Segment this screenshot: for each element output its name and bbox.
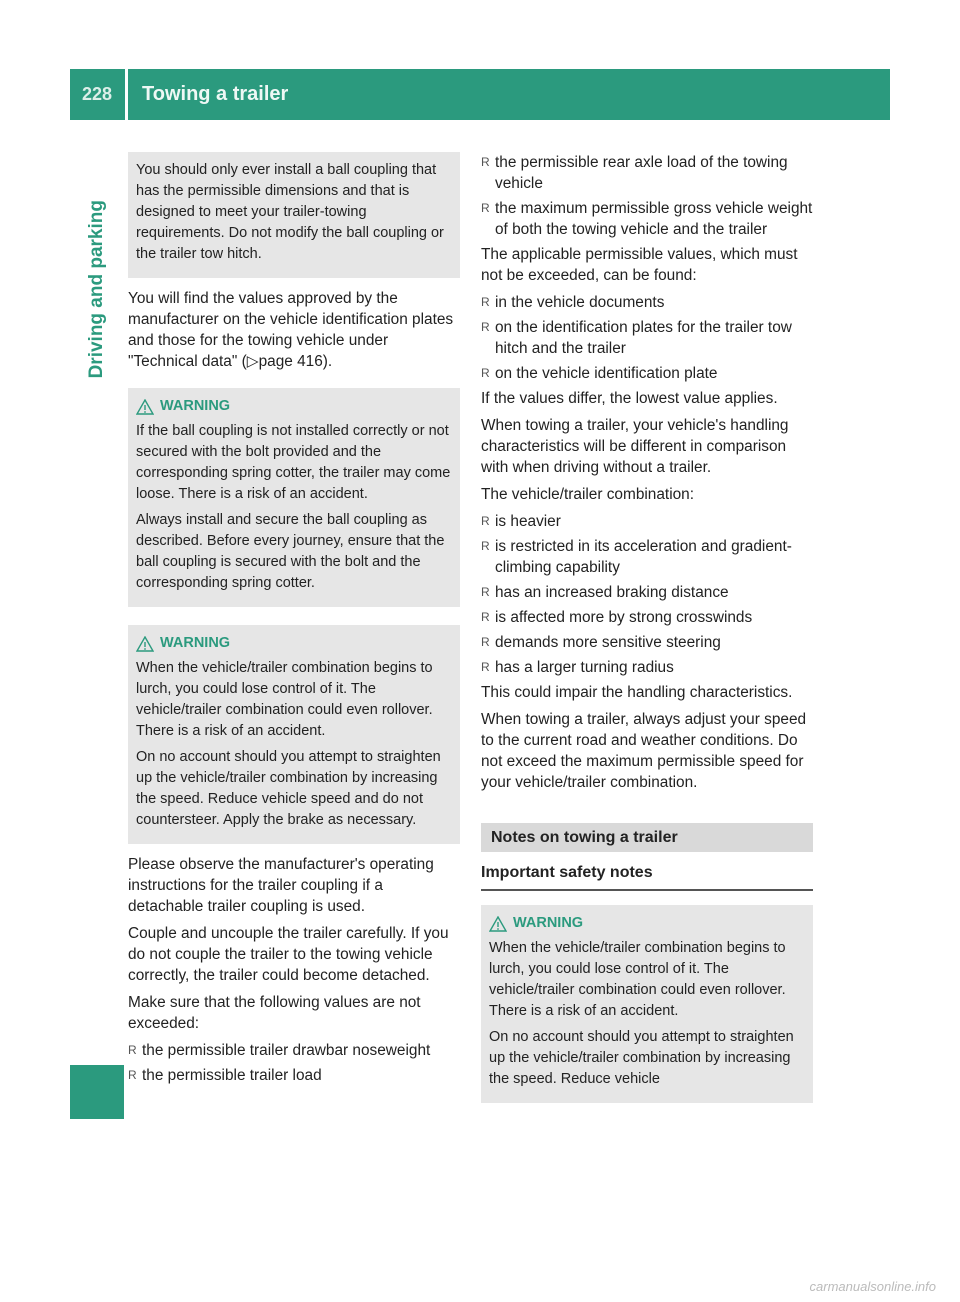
bullet-icon: R: [481, 366, 490, 380]
list-item: [481, 657, 813, 678]
speed-paragraph: When towing a trailer, always adjust your speed to the current road and weather conditions. Do not exceed the maximum permissible speed for your vehicle/trailer combination.: [481, 711, 807, 791]
warning-box-1: [128, 388, 460, 607]
applicable-values-paragraph: The applicable permissible values, which must not be exceeded, can be found:: [481, 246, 798, 284]
bullet-icon: R: [481, 155, 490, 169]
list-item: [481, 317, 813, 359]
list-item: [481, 292, 813, 313]
bullet-icon: R: [128, 1068, 137, 1082]
list-item: [481, 511, 813, 532]
right-column: [481, 152, 813, 1113]
handling-paragraph: When towing a trailer, your vehicle's handling characteristics will be different in comparison with when driving without a trailer.: [481, 417, 789, 476]
list-item-text: on the vehicle identification plate: [495, 365, 718, 382]
list-item: [128, 1065, 460, 1086]
list-item-text: demands more sensitive steering: [495, 634, 721, 651]
page-title: Towing a trailer: [142, 83, 289, 105]
side-tab-marker: [70, 1065, 124, 1119]
list-item-text: in the vehicle documents: [495, 294, 665, 311]
warning-title-2: WARNING: [160, 635, 231, 651]
bullet-icon: R: [481, 539, 490, 553]
warning-title-3: WARNING: [513, 915, 584, 931]
list-item-text: the permissible trailer load: [142, 1067, 322, 1084]
right-bullet-list-2: [481, 292, 813, 384]
handling-impair-paragraph: This could impair the handling characteristics.: [481, 684, 793, 701]
intro-note-text: You should only ever install a ball coupling that has the permissible dimensions and that is designed to meet your trailer-towing requirements. Do not modify the ball coupling or the trailer tow hitch.: [136, 162, 444, 262]
list-item-text: the permissible rear axle load of the towing vehicle: [495, 154, 788, 192]
values-paragraph: [128, 288, 460, 372]
bullet-icon: R: [481, 635, 490, 649]
list-item-text: has a larger turning radius: [495, 659, 674, 676]
intro-note-box: [128, 152, 460, 278]
bullet-icon: R: [481, 660, 490, 674]
list-item-text: is restricted in its acceleration and gradient-climbing capability: [495, 538, 792, 576]
values-text-before: You will find the values approved by the manufacturer on the vehicle identification plates and those for the towing vehicle under "Technical data" (: [128, 290, 454, 370]
list-item-text: the permissible trailer drawbar noseweight: [142, 1042, 431, 1059]
list-item-text: has an increased braking distance: [495, 584, 729, 601]
warning-3-text-1: When the vehicle/trailer combination begins to lurch, you could lose control of it. The vehicle/trailer combination could even rollover. There is a risk of an accident.: [489, 940, 786, 1019]
warning-1-text-1: If the ball coupling is not installed correctly or not secured with the bolt provided and the corresponding spring cotter, the trailer may come loose. There is a risk of an accident.: [136, 423, 451, 502]
right-bullet-list-1: [481, 152, 813, 240]
warning-1-text-2: Always install and secure the ball coupling as described. Before every journey, ensure that the ball coupling is secured with the bolt and the corresponding spring cotter.: [136, 512, 445, 591]
right-bullet-list-3: [481, 511, 813, 678]
list-item-text: is heavier: [495, 513, 561, 530]
lowest-value-paragraph: If the values differ, the lowest value applies.: [481, 390, 778, 407]
list-item: [481, 582, 813, 603]
warning-2-text-1: When the vehicle/trailer combination begins to lurch, you could lose control of it. The vehicle/trailer combination could even rollover. There is a risk of an accident.: [136, 660, 433, 739]
section-title: Notes on towing a trailer: [481, 823, 813, 852]
warning-box-3: [481, 905, 813, 1103]
warning-triangle-icon: [136, 399, 154, 415]
list-item: [481, 607, 813, 628]
list-item: [481, 632, 813, 653]
warning-triangle-icon: [136, 636, 154, 652]
list-item: [128, 1040, 460, 1061]
page-ref-arrow-icon: ▷: [246, 353, 259, 370]
warning-3-text-2: On no account should you attempt to straighten up the vehicle/trailer combination by increasing the speed. Reduce vehicle: [489, 1029, 794, 1087]
bullet-icon: R: [128, 1043, 137, 1057]
page-number: 228: [81, 84, 113, 104]
warning-title-1: WARNING: [160, 398, 231, 414]
subsection-title: Important safety notes: [481, 862, 813, 891]
bullet-icon: R: [481, 585, 490, 599]
couple-paragraph: Couple and uncouple the trailer carefully. If you do not couple the trailer to the towing vehicle correctly, the trailer could become detached.: [128, 925, 449, 984]
warning-box-2: [128, 625, 460, 844]
header-divider: [125, 69, 128, 120]
bullet-icon: R: [481, 320, 490, 334]
warning-header-3: [489, 913, 805, 934]
list-item: [481, 536, 813, 578]
bullet-icon: R: [481, 610, 490, 624]
list-item: [481, 363, 813, 384]
page-reference-link[interactable]: page 416).: [258, 353, 333, 370]
warning-header-1: [136, 396, 452, 417]
bullet-icon: R: [481, 201, 490, 215]
left-bullet-list: [128, 1040, 460, 1086]
list-item-text: the maximum permissible gross vehicle weight of both the towing vehicle and the trailer: [495, 200, 813, 238]
warning-header-2: [136, 633, 452, 654]
list-item-text: on the identification plates for the trailer tow hitch and the trailer: [495, 319, 792, 357]
footer-watermark: carmanualsonline.info: [809, 1279, 936, 1294]
left-column: [128, 152, 460, 1090]
list-item-text: is affected more by strong crosswinds: [495, 609, 753, 626]
bullet-icon: R: [481, 514, 490, 528]
warning-triangle-icon: [489, 916, 507, 932]
values-not-exceeded-paragraph: Make sure that the following values are not exceeded:: [128, 994, 421, 1032]
list-item: [481, 152, 813, 194]
bullet-icon: R: [481, 295, 490, 309]
combination-paragraph: The vehicle/trailer combination:: [481, 486, 695, 503]
warning-2-text-2: On no account should you attempt to straighten up the vehicle/trailer combination by increasing the speed. Reduce vehicle speed and do not countersteer. Apply the brake as necessary.: [136, 749, 441, 828]
list-item: [481, 198, 813, 240]
operating-instructions-paragraph: Please observe the manufacturer's operating instructions for the trailer coupling if a detachable trailer coupling is used.: [128, 856, 434, 915]
